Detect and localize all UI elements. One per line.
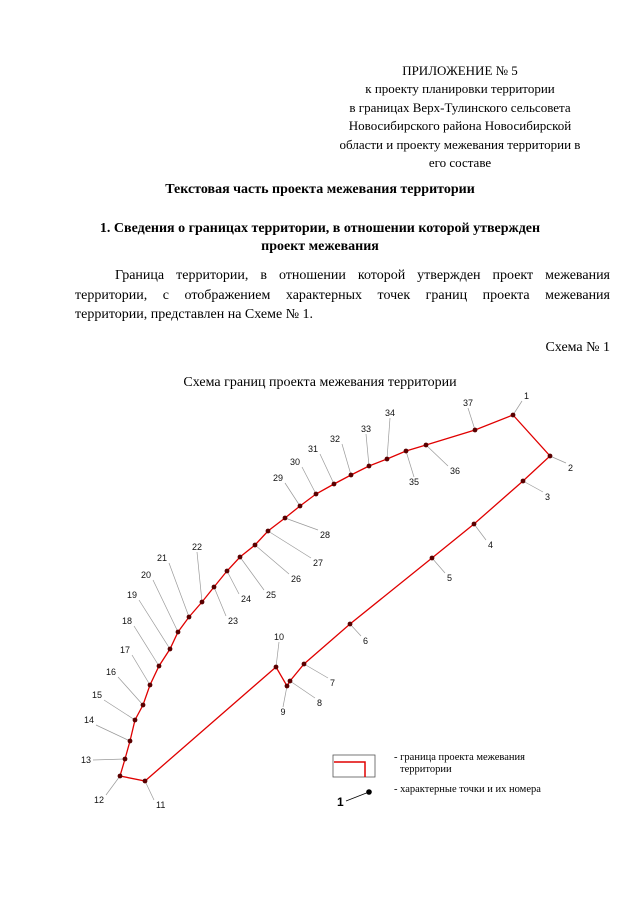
point-label-4: 4	[488, 540, 494, 550]
legend-box	[333, 755, 375, 777]
leader-line-30	[302, 467, 316, 494]
point-label-15: 15	[91, 690, 102, 700]
leader-line-15	[104, 700, 135, 720]
boundary-point-15	[133, 718, 138, 723]
leader-line-32	[342, 444, 351, 475]
boundary-point-11	[143, 779, 148, 784]
point-label-30: 30	[289, 457, 300, 467]
paragraph-line: территории, с отображением характерных точек границ проекта межевания	[75, 287, 610, 303]
legend-boundary-line2: территории	[400, 764, 452, 775]
boundary-point-37	[473, 428, 478, 433]
boundary-point-29	[298, 504, 303, 509]
point-label-26: 26	[291, 574, 302, 584]
point-labels	[81, 391, 573, 810]
boundary-point-19	[168, 647, 173, 652]
paragraph-line: Граница территории, в отношении которой утвержден проект межевания	[115, 268, 610, 283]
leader-line-13	[93, 759, 125, 760]
point-label-3: 3	[545, 492, 551, 502]
point-label-14: 14	[83, 715, 94, 725]
leader-line-23	[214, 587, 226, 616]
boundary-point-31	[332, 482, 337, 487]
legend-points-label: - характерные точки и их номера	[394, 784, 541, 795]
leader-line-5	[432, 558, 445, 573]
leader-line-11	[145, 781, 154, 800]
legend-point-marker	[366, 789, 372, 795]
boundary-point-7	[302, 662, 307, 667]
boundary-point-4	[472, 522, 477, 527]
leader-line-2	[550, 456, 566, 463]
leader-line-33	[366, 434, 369, 466]
leader-line-31	[320, 454, 334, 484]
leader-line-7	[304, 664, 328, 678]
boundary-point-35	[404, 449, 409, 454]
appendix-line: к проекту планировки территории	[365, 81, 555, 97]
legend	[333, 755, 375, 809]
point-label-2: 2	[568, 463, 574, 473]
leader-line-8	[290, 681, 315, 698]
boundary-point-36	[424, 443, 429, 448]
boundary-point-20	[176, 630, 181, 635]
legend-leader	[346, 792, 369, 801]
point-label-33: 33	[360, 424, 372, 434]
point-label-16: 16	[105, 667, 116, 677]
scheme-label: Схема № 1	[545, 340, 610, 355]
point-label-35: 35	[408, 477, 420, 487]
appendix-line: области и проекту межевания территории в	[339, 136, 581, 152]
heading-line-1: 1. Сведения о границах территории, в отношении которой утвержден	[99, 221, 541, 236]
leader-line-25	[240, 557, 264, 590]
leader-line-29	[285, 483, 300, 506]
point-label-1: 1	[524, 391, 530, 401]
point-label-22: 22	[191, 542, 203, 552]
section-title: Текстовая часть проекта межевания территории	[165, 182, 475, 197]
point-label-25: 25	[266, 590, 277, 600]
point-label-31: 31	[307, 444, 318, 454]
leader-line-14	[96, 725, 130, 741]
legend-boundary-line1: - граница проекта межевания	[394, 752, 525, 763]
boundary-point-32	[349, 473, 354, 478]
heading-line-2: проект межевания	[261, 239, 379, 254]
boundary-point-13	[123, 757, 128, 762]
leader-line-16	[118, 677, 143, 705]
boundary-point-9	[285, 684, 290, 689]
point-label-11: 11	[156, 800, 166, 810]
point-label-36: 36	[450, 466, 461, 476]
boundary-point-10	[274, 665, 279, 670]
leader-line-21	[169, 563, 189, 617]
leader-line-10	[276, 642, 279, 667]
point-label-18: 18	[121, 616, 132, 626]
point-label-34: 34	[384, 408, 396, 418]
legend-boundary-label	[394, 752, 525, 776]
paragraph-line: территории, представлен на Схеме № 1.	[75, 307, 314, 322]
leader-line-37	[468, 408, 475, 430]
point-label-12: 12	[93, 795, 104, 805]
point-label-19: 19	[126, 590, 137, 600]
leader-line-17	[132, 655, 150, 685]
boundary-point-28	[283, 516, 288, 521]
boundary-line	[120, 415, 550, 781]
boundary-point-14	[128, 739, 133, 744]
point-label-27: 27	[313, 558, 324, 568]
point-label-21: 21	[156, 553, 167, 563]
leader-line-1	[513, 401, 522, 415]
leader-line-12	[106, 776, 120, 795]
boundary-point-8	[288, 679, 293, 684]
point-label-37: 37	[462, 398, 474, 408]
boundary-point-34	[385, 457, 390, 462]
leader-line-24	[227, 571, 239, 594]
boundary-point-18	[157, 664, 162, 669]
boundary-point-26	[253, 543, 258, 548]
appendix-line: в границах Верх-Тулинского сельсовета	[349, 99, 571, 115]
point-label-28: 28	[320, 530, 331, 540]
point-label-10: 10	[273, 632, 285, 642]
leader-line-36	[426, 445, 448, 466]
boundary-point-24	[225, 569, 230, 574]
point-label-23: 23	[228, 616, 239, 626]
boundary-point-27	[266, 529, 271, 534]
appendix-line: Новосибирского района Новосибирской	[348, 118, 572, 134]
boundary-point-30	[314, 492, 319, 497]
point-label-7: 7	[330, 678, 336, 688]
leader-line-27	[268, 531, 311, 558]
boundary-point-16	[141, 703, 146, 708]
boundary-point-17	[148, 683, 153, 688]
legend-sample-number: 1	[337, 795, 344, 809]
boundary-point-3	[521, 479, 526, 484]
point-label-5: 5	[447, 573, 453, 583]
boundary-point-25	[238, 555, 243, 560]
boundary-point-6	[348, 622, 353, 627]
point-label-13: 13	[80, 755, 91, 765]
point-label-20: 20	[140, 570, 151, 580]
point-label-32: 32	[329, 434, 340, 444]
appendix-line: ПРИЛОЖЕНИЕ № 5	[402, 63, 518, 78]
leader-line-3	[523, 481, 543, 492]
point-label-17: 17	[119, 645, 130, 655]
leader-line-34	[387, 418, 390, 459]
leader-line-18	[134, 626, 159, 666]
boundary-point-33	[367, 464, 372, 469]
boundary-point-23	[212, 585, 217, 590]
point-label-9: 9	[280, 707, 286, 717]
leader-line-20	[153, 580, 178, 632]
point-label-8: 8	[317, 698, 323, 708]
point-label-24: 24	[241, 594, 252, 604]
appendix-line: его составе	[428, 155, 492, 171]
leader-line-4	[474, 524, 486, 540]
point-label-29: 29	[272, 473, 283, 483]
leader-line-6	[350, 624, 361, 636]
boundary-point-12	[118, 774, 123, 779]
point-markers	[118, 413, 553, 784]
leader-line-28	[285, 518, 318, 530]
boundary-point-21	[187, 615, 192, 620]
leader-line-22	[197, 552, 202, 602]
boundary-point-2	[548, 454, 553, 459]
leader-line-35	[406, 451, 414, 477]
legend-boundary-sample	[334, 762, 365, 777]
leader-lines	[93, 401, 566, 800]
boundary-point-1	[511, 413, 516, 418]
scheme-title: Схема границ проекта межевания территории	[183, 375, 457, 390]
leader-line-26	[255, 545, 289, 574]
leader-line-9	[283, 686, 287, 707]
boundary-point-22	[200, 600, 205, 605]
point-label-6: 6	[363, 636, 369, 646]
boundary-point-5	[430, 556, 435, 561]
